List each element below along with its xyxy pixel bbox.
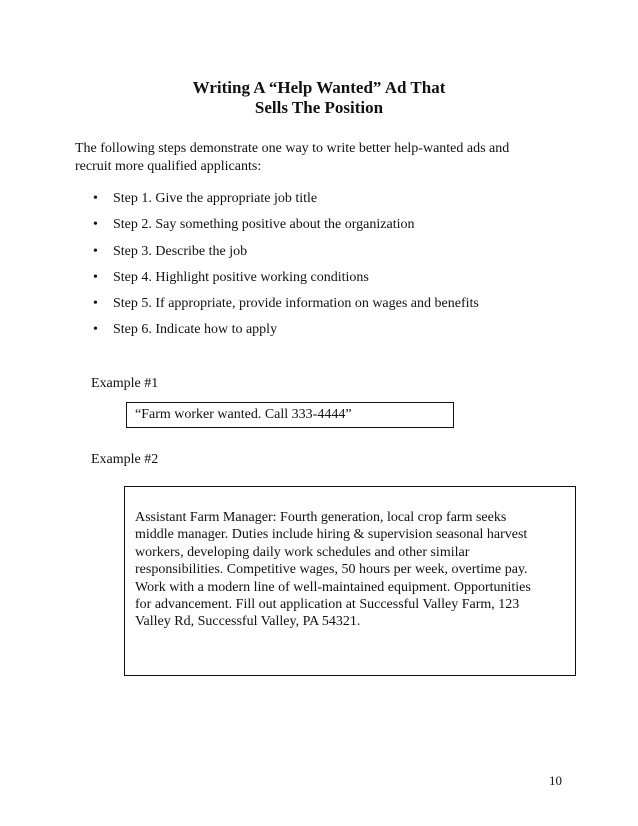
bullet-icon: • <box>93 269 98 285</box>
example-2-line: Assistant Farm Manager: Fourth generation, local crop farm seeks <box>135 510 507 525</box>
steps-list <box>93 190 479 348</box>
page-number: 10 <box>549 773 562 788</box>
title-line-2: Sells The Position <box>254 98 384 117</box>
list-item <box>93 295 479 321</box>
example-2-box <box>124 486 576 676</box>
example-2-line: Work with a modern line of well-maintained equipment. Opportunities <box>135 579 531 595</box>
list-item <box>93 321 479 347</box>
step-label: Step 3. Describe the job <box>113 243 248 259</box>
intro-paragraph <box>75 140 565 176</box>
list-item <box>93 269 479 295</box>
example-2-line: workers, developing daily work schedules and other similar <box>135 544 470 560</box>
page-title <box>0 78 638 118</box>
step-label: Step 6. Indicate how to apply <box>113 322 278 338</box>
step-label: Step 1. Give the appropriate job title <box>113 191 318 206</box>
list-item <box>93 243 479 269</box>
intro-line-1: The following steps demonstrate one way to write better help-wanted ads and <box>75 141 510 156</box>
example-1-label: Example #1 <box>91 376 159 391</box>
example-1-box <box>126 402 454 428</box>
example-1-text: “Farm worker wanted. Call 333-4444” <box>135 407 352 422</box>
step-label: Step 2. Say something positive about the organization <box>113 217 415 233</box>
intro-line-2: recruit more qualified applicants: <box>75 159 262 174</box>
list-item <box>93 190 479 216</box>
example-2-line: Valley Rd, Successful Valley, PA 54321. <box>135 614 361 630</box>
bullet-icon: • <box>93 296 98 312</box>
bullet-icon: • <box>93 243 98 259</box>
example-2-line: for advancement. Fill out application at Successful Valley Farm, 123 <box>135 597 520 613</box>
list-item <box>93 216 479 242</box>
step-label: Step 4. Highlight positive working conditions <box>113 269 369 285</box>
bullet-icon: • <box>93 217 98 233</box>
step-label: Step 5. If appropriate, provide information on wages and benefits <box>113 296 479 312</box>
example-2-line: middle manager. Duties include hiring & supervision seasonal harvest <box>135 527 528 543</box>
bullet-icon: • <box>93 322 98 338</box>
bullet-icon: • <box>93 191 98 206</box>
example-2-label: Example #2 <box>91 452 159 467</box>
example-2-line: responsibilities. Competitive wages, 50 hours per week, overtime pay. <box>135 562 528 578</box>
title-line-1: Writing A “Help Wanted” Ad That <box>192 78 446 97</box>
